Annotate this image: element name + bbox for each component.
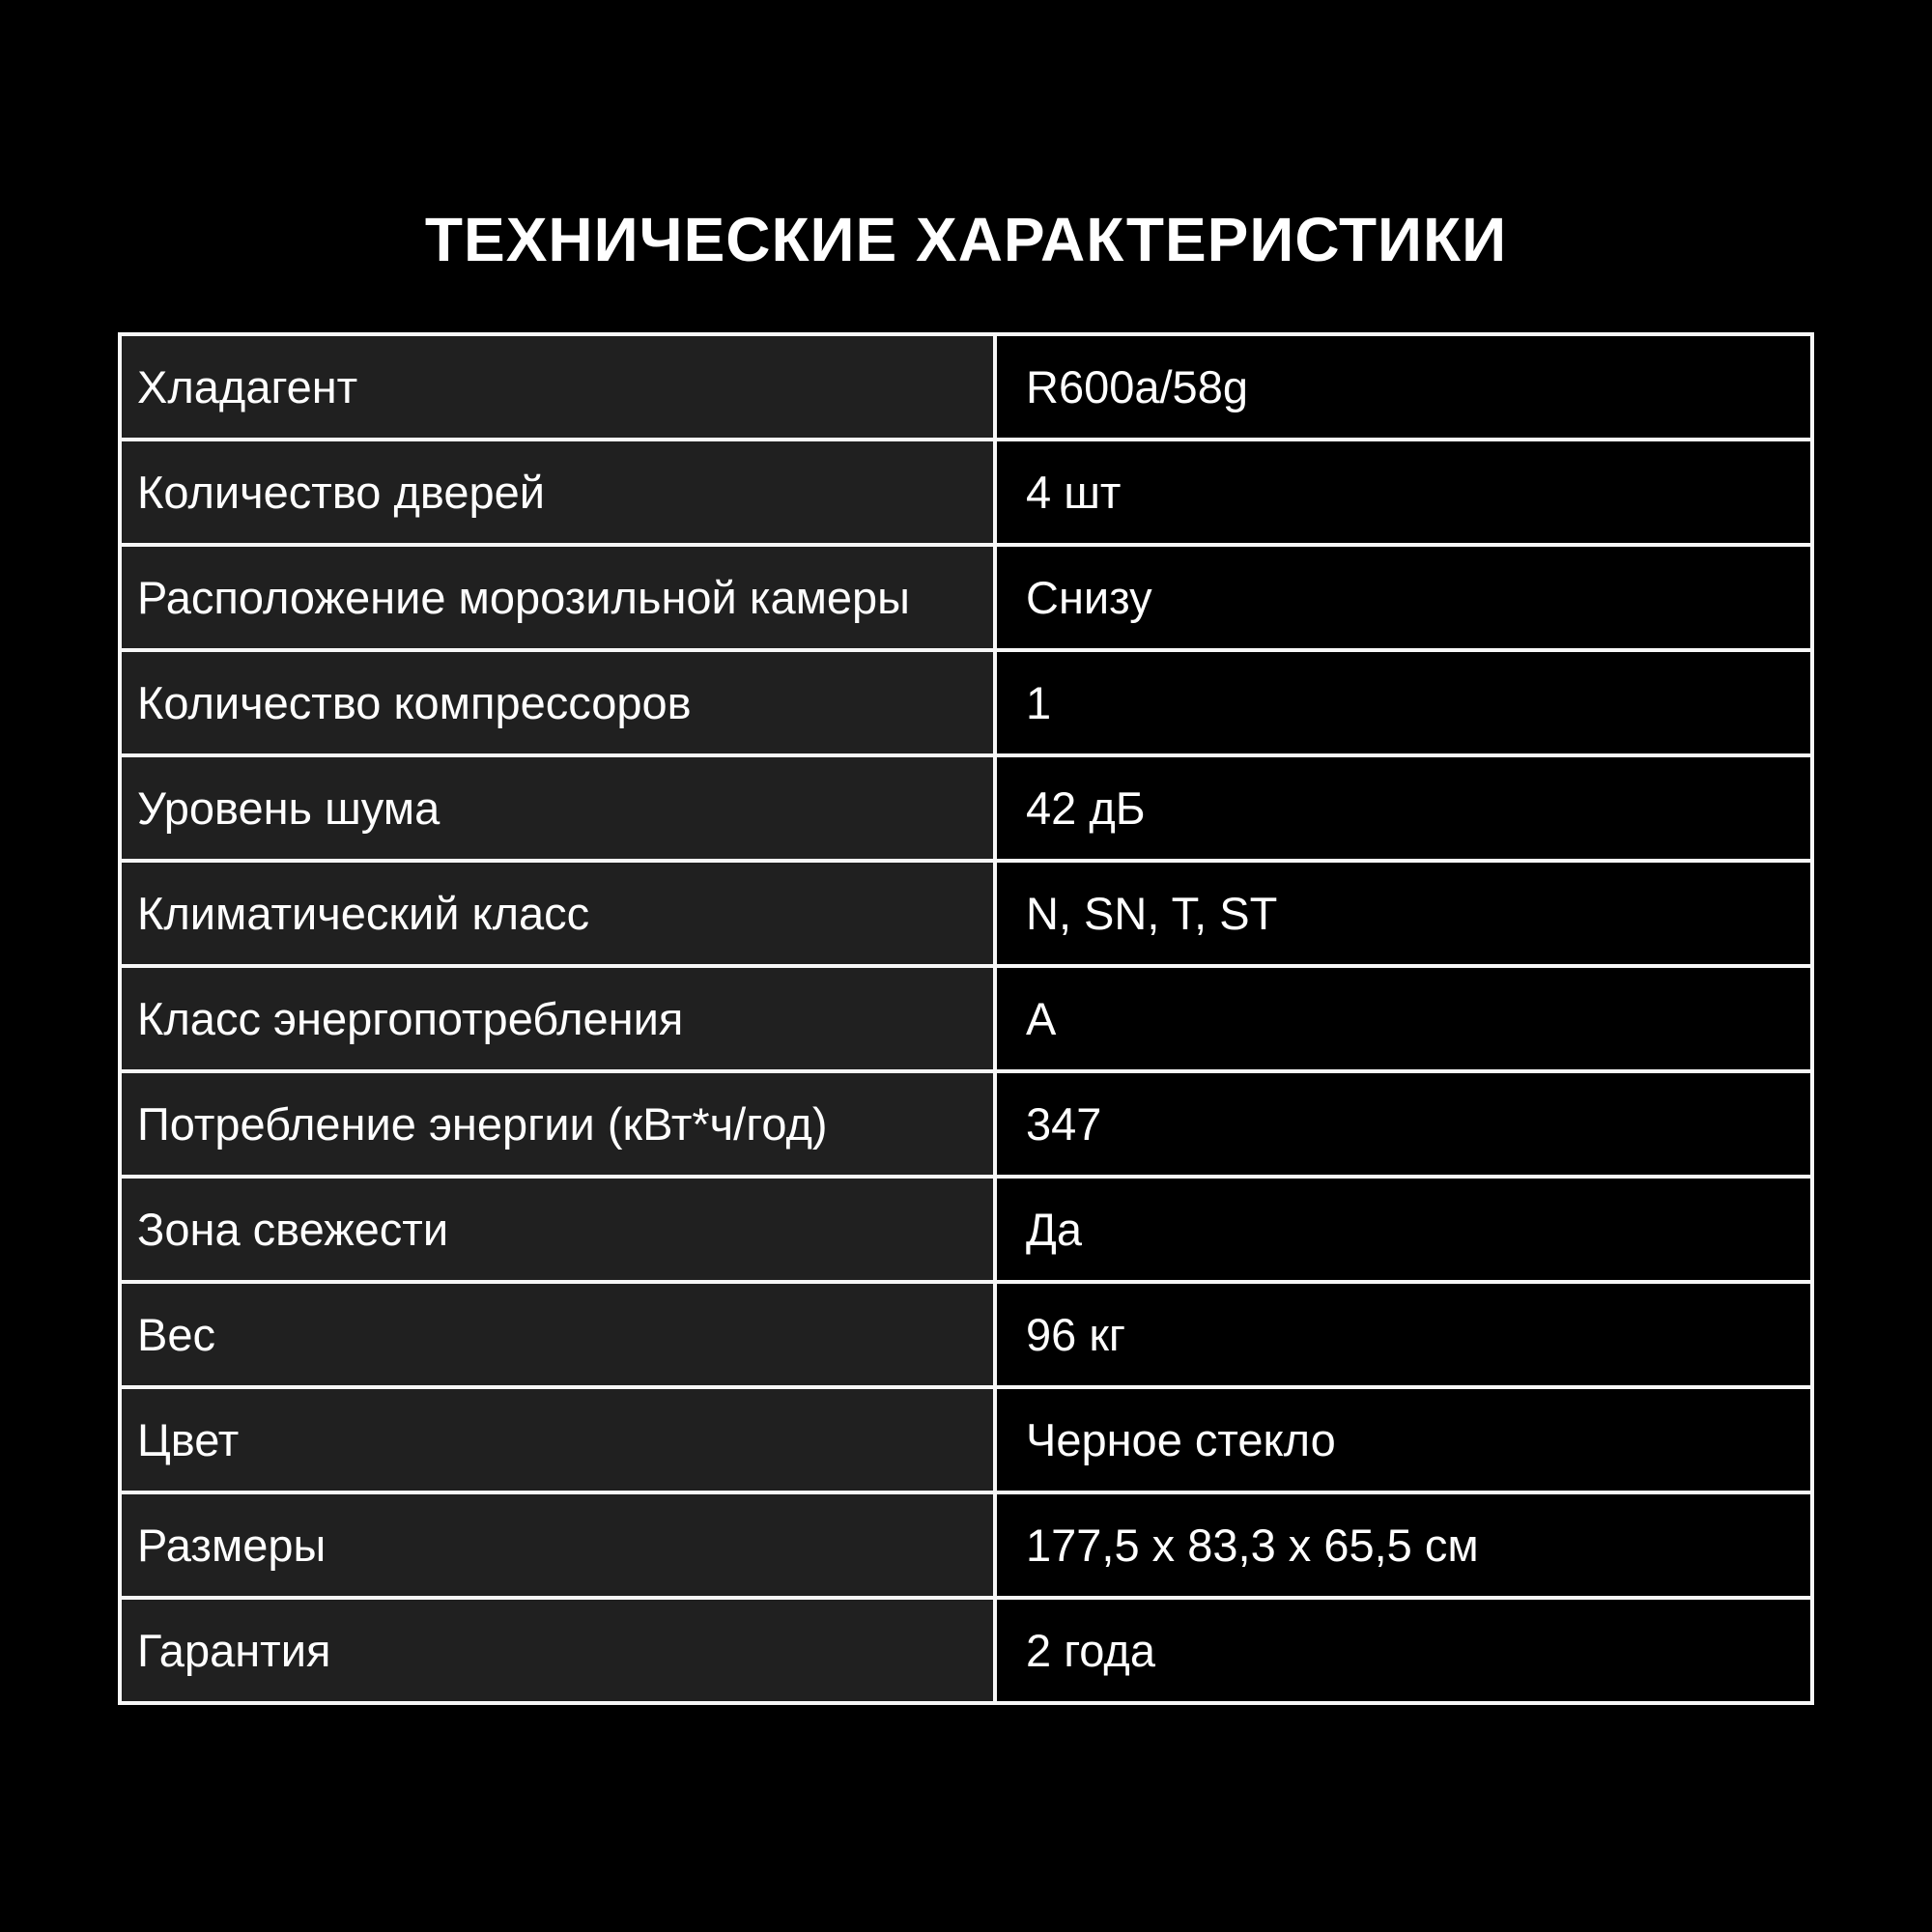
spec-value: Да — [995, 1177, 1812, 1282]
spec-value: 177,5 x 83,3 x 65,5 см — [995, 1492, 1812, 1598]
spec-label: Класс энергопотребления — [120, 966, 995, 1071]
spec-label: Цвет — [120, 1387, 995, 1492]
spec-value: R600a/58g — [995, 334, 1812, 440]
table-row — [120, 1492, 1812, 1598]
page-title: ТЕХНИЧЕСКИЕ ХАРАКТЕРИСТИКИ — [424, 205, 1508, 274]
spec-value: 2 года — [995, 1598, 1812, 1703]
table-row — [120, 1177, 1812, 1282]
spec-label: Количество компрессоров — [120, 650, 995, 755]
table-row — [120, 1598, 1812, 1703]
spec-label: Вес — [120, 1282, 995, 1387]
table-row — [120, 650, 1812, 755]
table-row — [120, 861, 1812, 966]
spec-value: 42 дБ — [995, 755, 1812, 861]
table-row — [120, 440, 1812, 545]
spec-label: Хладагент — [120, 334, 995, 440]
spec-label: Количество дверей — [120, 440, 995, 545]
spec-value: N, SN, T, ST — [995, 861, 1812, 966]
spec-value: 1 — [995, 650, 1812, 755]
spec-label: Уровень шума — [120, 755, 995, 861]
spec-value: 96 кг — [995, 1282, 1812, 1387]
spec-value: 4 шт — [995, 440, 1812, 545]
table-row — [120, 1387, 1812, 1492]
spec-value: Снизу — [995, 545, 1812, 650]
table-row — [120, 1282, 1812, 1387]
table-row — [120, 1071, 1812, 1177]
spec-label: Климатический класс — [120, 861, 995, 966]
spec-label: Зона свежести — [120, 1177, 995, 1282]
table-row — [120, 755, 1812, 861]
table-row — [120, 545, 1812, 650]
spec-table — [118, 332, 1814, 1705]
spec-value: 347 — [995, 1071, 1812, 1177]
spec-value: A — [995, 966, 1812, 1071]
spec-label: Расположение морозильной камеры — [120, 545, 995, 650]
spec-label: Гарантия — [120, 1598, 995, 1703]
table-row — [120, 334, 1812, 440]
spec-label: Потребление энергии (кВт*ч/год) — [120, 1071, 995, 1177]
spec-label: Размеры — [120, 1492, 995, 1598]
spec-value: Черное стекло — [995, 1387, 1812, 1492]
table-row — [120, 966, 1812, 1071]
